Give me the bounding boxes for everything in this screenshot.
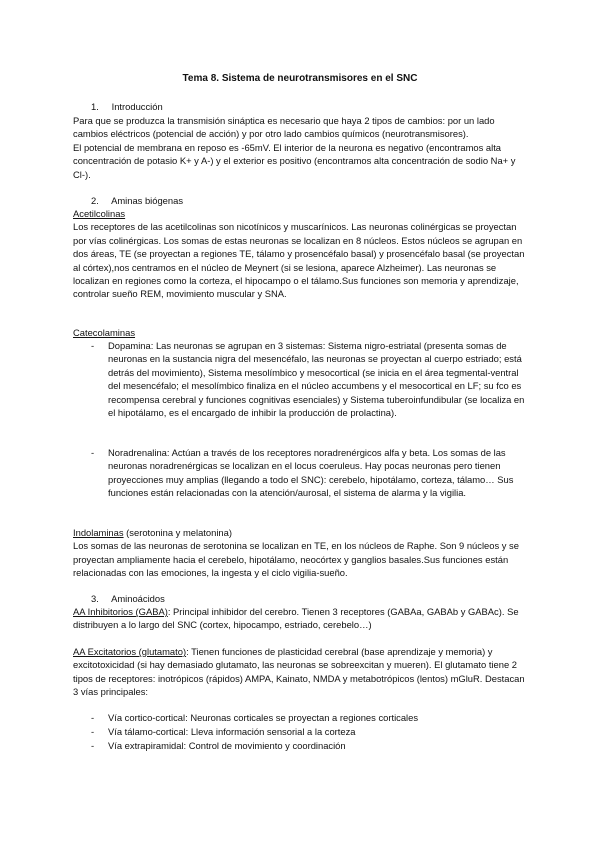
acetilcolinas-block xyxy=(73,207,530,301)
bullet-dash: - xyxy=(91,726,95,737)
bullet-dash: - xyxy=(91,340,95,351)
section-3-title: Aminoácidos xyxy=(111,593,165,604)
acetilcolinas-paragraph: Los receptores de las acetilcolinas son nicotínicos y muscarínicos. Las neuronas colinérgicas se proyectan por vías colinérgicas. Los somas de estas neuronas se localizan en 8 núcleos. Estos núcleos se agrupan en dos áreas, TE (se proyectan a regiones TE, tálamo y prosencéfalo basal) y prosencéfalo basal (se proyectan al córtex),nos centramos en el núcleo de Meynert (si se lesiona, aparece Alzheimer). Las neuronas se localizan en regiones como la corteza, el hipocampo o el tálamo.Sus funciones son memoria y aprendizaje, controlar sueño REM, movimiento muscular y SNA. xyxy=(73,221,525,300)
indolaminas-subtitle: (serotonina y melatonina) xyxy=(123,527,232,538)
acetilcolinas-heading: Acetilcolinas xyxy=(73,208,126,219)
noradrenalina-text: Noradrenalina: Actúan a través de los receptores noradrenérgicos alfa y beta. Los somas de las neuronas noradrenérgicas se localizan en el locus coeruleus. Hay pocas neuronas pero tienen proyecciones muy amplias (llegando a todo el SNC): cerebelo, hipotálamo, corteza, tálamo… Sus funciones están relacionadas con la atención/aurosal, el sistema de alarma y la vigilia. xyxy=(108,447,514,499)
via-text: Vía tálamo-cortical: Lleva información sensorial a la corteza xyxy=(108,726,356,737)
excitatorios-block xyxy=(73,645,530,699)
excitatorios-heading: AA Excitatorios (glutamato) xyxy=(73,646,187,657)
dopamina-text: Dopamina: Las neuronas se agrupan en 3 sistemas: Sistema nigro-estriatal (presenta somas de neuronas en la sustancia nigra del mesencéfalo, las neuronas se proyectan al cuerpo estriado; está detrás del movimiento), Sistema mesolímbico y mesocortical (se inicia en el área tegmental-ventral del mesencéfalo; el mesolímbico finaliza en el núcleo accumbens y el mesocortical en LF; su fco es recompensa cerebral y funciones cognitivas esenciales) y Sistema tuberoinfundibular (se localiza en el hipotálamo, es el encargado de inhibir la producción de prolactina). xyxy=(108,340,525,419)
bullet-dash: - xyxy=(91,447,95,458)
inhibitorios-text: : Principal inhibidor del cerebro. Tienen 3 receptores (GABAa, GABAb y GABAc). Se distribuyen a lo largo del SNC (cortex, hipocampo, estriado, cerebelo…) xyxy=(73,606,519,631)
inhibitorios-heading: AA Inhibitorios (GABA) xyxy=(73,606,168,617)
bullet-dash: - xyxy=(91,712,95,723)
document-title: Tema 8. Sistema de neurotransmisores en el SNC xyxy=(182,73,418,84)
indolaminas-heading: Indolaminas xyxy=(73,527,124,538)
section-1-body xyxy=(73,114,530,181)
section-1-heading xyxy=(91,100,163,113)
catecolaminas-heading: Catecolaminas xyxy=(73,327,136,338)
section-1-number: 1. xyxy=(91,101,99,112)
inhibitorios-block xyxy=(73,605,530,632)
section-2-title: Aminas biógenas xyxy=(111,195,184,206)
section-2-number: 2. xyxy=(91,195,99,206)
indolaminas-block xyxy=(73,526,530,580)
section-2-heading xyxy=(91,194,183,207)
via-text: Vía cortico-cortical: Neuronas corticales se proyectan a regiones corticales xyxy=(108,712,419,723)
section-1-title: Introducción xyxy=(111,101,163,112)
section-3-heading xyxy=(91,592,165,605)
section-3-number: 3. xyxy=(91,593,99,604)
via-text: Vía extrapiramidal: Control de movimiento y coordinación xyxy=(108,740,346,751)
bullet-dash: - xyxy=(91,740,95,751)
intro-paragraph-1: Para que se produzca la transmisión sináptica es necesario que haya 2 tipos de cambios: por un lado cambios eléctricos (potencial de acción) y por otro lado cambios químicos (neurotransmisores). xyxy=(73,115,495,140)
indolaminas-paragraph: Los somas de las neuronas de serotonina se localizan en TE, en los núcleos de Raphe. Son 9 núcleos y se proyectan ampliamente hacia el cerebelo, hipotálamo, neocórtex y ganglios basales.Sus funciones están relacionadas con las emociones, la ingesta y el ciclo vigilia-sueño. xyxy=(73,540,519,579)
intro-paragraph-2: El potencial de membrana en reposo es -65mV. El interior de la neurona es negativo (encontramos alta concentración de potasio K+ y A-) y el exterior es positivo (encontramos alta concentración de sodio Na+ y Cl-). xyxy=(73,141,516,180)
catecolaminas-heading-block xyxy=(73,326,530,339)
excitatorios-text: : Tienen funciones de plasticidad cerebral (base aprendizaje y memoria) y excitotoxicidad (si hay demasiado glutamato, las neuronas se sobreexcitan y mueren). El glutamato tiene 2 tipos de receptores: inotrópicos (rápidos) AMPA, Kainato, NMDA y metabotrópicos (lentos) mGluR. Destacan 3 vías principales: xyxy=(73,646,525,698)
